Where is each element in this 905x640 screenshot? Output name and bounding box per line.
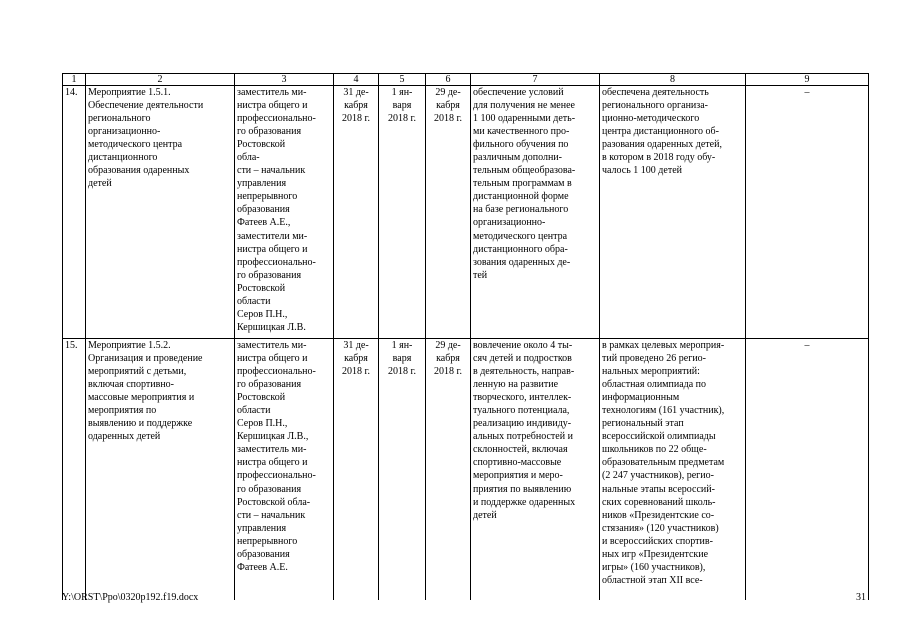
- text-line: методического центра: [473, 230, 568, 242]
- text-line: творческого, интеллек-: [473, 392, 572, 404]
- col-header: 3: [235, 74, 334, 86]
- text-line: выявлению и поддержке: [88, 418, 193, 430]
- text-line: Фатеев А.Е.: [237, 561, 288, 573]
- text-line: нистра общего и: [237, 457, 308, 469]
- text-line: игры» (160 участников),: [602, 561, 706, 573]
- table-row: [63, 339, 869, 601]
- cell-responsible: [235, 86, 334, 339]
- text-line: спортивно-массовые: [473, 457, 562, 469]
- text-line: заместитель ми-: [237, 340, 307, 351]
- text-line: и всероссийских спортив-: [602, 535, 713, 547]
- text-line: варя: [392, 353, 412, 365]
- page-number: 31: [856, 592, 866, 603]
- text-line: го образования: [237, 379, 302, 391]
- text-line: туального потенциала,: [473, 405, 570, 417]
- cell-expected-result: [471, 86, 600, 339]
- text-line: Ростовской: [237, 282, 286, 294]
- text-line: образования: [237, 204, 290, 216]
- text-line: Серов П.Н.,: [237, 308, 288, 320]
- text-line: в рамках целевых мероприя-: [602, 340, 725, 351]
- cell-actual-result: [600, 339, 746, 601]
- text-line: заместитель ми-: [237, 444, 307, 456]
- col-header: 8: [600, 74, 746, 86]
- text-line: для получения не менее: [473, 100, 575, 112]
- text-line: ников «Президентские со-: [602, 509, 715, 521]
- cell-start-actual: [379, 86, 426, 339]
- text-line: регионального организа-: [602, 100, 708, 112]
- text-line: детей: [88, 178, 112, 190]
- text-line: регионального: [88, 113, 151, 125]
- text-line: реализацию индивиду-: [473, 418, 572, 430]
- cell-problems: –: [746, 339, 869, 601]
- cell-number: 14.: [63, 86, 86, 339]
- text-line: профессионально-: [237, 470, 316, 482]
- text-line: в котором в 2018 году обу-: [602, 152, 716, 164]
- text-line: нистра общего и: [237, 243, 308, 255]
- text-line: Обеспечение деятельности: [88, 100, 204, 112]
- text-line: Мероприятие 1.5.1.: [88, 87, 171, 98]
- text-line: Мероприятие 1.5.2.: [88, 340, 171, 351]
- text-line: образования одаренных: [88, 165, 190, 177]
- cell-actual-result: [600, 86, 746, 339]
- text-line: тельным программам в: [473, 178, 572, 190]
- text-line: го образования: [237, 483, 302, 495]
- text-line: организационно-: [473, 217, 546, 229]
- text-line: сти – начальник: [237, 165, 306, 177]
- text-line: кабря: [344, 100, 368, 112]
- text-line: областная олимпиада по: [602, 379, 707, 391]
- text-line: образования: [237, 548, 290, 560]
- text-line: вовлечение около 4 ты-: [473, 340, 573, 351]
- text-line: разования одаренных детей,: [602, 139, 722, 151]
- text-line: 31 де-: [343, 87, 369, 98]
- col-header: 4: [334, 74, 379, 86]
- text-line: методического центра: [88, 139, 183, 151]
- text-line: фильного обучения по: [473, 139, 569, 151]
- text-line: массовые мероприятия и: [88, 392, 195, 404]
- text-line: Фатеев А.Е.,: [237, 217, 291, 229]
- text-line: включая спортивно-: [88, 379, 175, 391]
- cell-start-planned: [334, 86, 379, 339]
- text-line: Ростовской обла-: [237, 496, 311, 508]
- text-line: нистра общего и: [237, 353, 308, 365]
- text-line: области: [237, 405, 271, 417]
- col-header: 2: [86, 74, 235, 86]
- text-line: информационным: [602, 392, 680, 404]
- col-header: 7: [471, 74, 600, 86]
- text-line: сяч детей и подростков: [473, 353, 572, 365]
- cell-start-actual: [379, 339, 426, 601]
- text-line: Серов П.Н.,: [237, 418, 288, 430]
- text-line: 31 де-: [343, 340, 369, 351]
- text-line: 2018 г.: [434, 366, 462, 378]
- cell-event: [86, 86, 235, 339]
- text-line: варя: [392, 100, 412, 112]
- text-line: Ростовской: [237, 139, 286, 151]
- cell-problems: –: [746, 86, 869, 339]
- text-line: кабря: [436, 100, 460, 112]
- text-line: непрерывного: [237, 535, 298, 547]
- text-line: образовательным предметам: [602, 457, 725, 469]
- text-line: тельным общеобразова-: [473, 165, 576, 177]
- cell-event: [86, 339, 235, 601]
- cell-end-actual: [426, 86, 471, 339]
- text-line: (2 247 участников), регио-: [602, 470, 714, 482]
- text-line: тей: [473, 269, 488, 281]
- text-line: заместители ми-: [237, 230, 308, 242]
- col-header: 5: [379, 74, 426, 86]
- text-line: управления: [237, 178, 287, 190]
- text-line: го образования: [237, 126, 302, 138]
- text-line: 2018 г.: [388, 366, 416, 378]
- text-line: мероприятия и меро-: [473, 470, 563, 482]
- text-line: ми качественного про-: [473, 126, 570, 138]
- text-line: мероприятий с детьми,: [88, 366, 187, 378]
- text-line: кабря: [436, 353, 460, 365]
- text-line: дистанционного: [88, 152, 158, 164]
- text-line: и поддержке одаренных: [473, 496, 576, 508]
- text-line: непрерывного: [237, 191, 298, 203]
- cell-responsible: [235, 339, 334, 601]
- text-line: 2018 г.: [342, 113, 370, 125]
- text-line: 2018 г.: [388, 113, 416, 125]
- text-line: школьников по 22 обще-: [602, 444, 707, 456]
- text-line: ционно-методического: [602, 113, 700, 125]
- text-line: центра дистанционного об-: [602, 126, 719, 138]
- text-line: обла-: [237, 152, 260, 164]
- file-path-footer: Y:\ORST\Ppo\0320p192.f19.docx: [62, 592, 199, 603]
- text-line: мероприятия по: [88, 405, 157, 417]
- text-line: стязания» (120 участников): [602, 522, 719, 534]
- text-line: Ростовской: [237, 392, 286, 404]
- text-line: альных потребностей и: [473, 431, 573, 443]
- text-line: го образования: [237, 269, 302, 281]
- text-line: 1 100 одаренными деть-: [473, 113, 576, 125]
- text-line: Организация и проведение: [88, 353, 203, 365]
- text-line: на базе регионального: [473, 204, 569, 216]
- text-line: организационно-: [88, 126, 161, 138]
- text-line: различным дополни-: [473, 152, 562, 164]
- text-line: детей: [473, 509, 497, 521]
- text-line: технологиям (161 участник),: [602, 405, 725, 417]
- text-line: профессионально-: [237, 113, 316, 125]
- text-line: ленную на развитие: [473, 379, 559, 391]
- text-line: нальных мероприятий:: [602, 366, 700, 378]
- text-line: заместитель ми-: [237, 87, 307, 98]
- table-row: [63, 86, 869, 339]
- cell-number: 15.: [63, 339, 86, 601]
- report-table: [62, 73, 869, 600]
- text-line: обеспечена деятельность: [602, 87, 709, 98]
- text-line: одаренных детей: [88, 431, 161, 443]
- col-header: 1: [63, 74, 86, 86]
- text-line: нальные этапы всероссий-: [602, 483, 715, 495]
- text-line: 29 де-: [435, 340, 461, 351]
- text-line: зования одаренных де-: [473, 256, 571, 268]
- text-line: областной этап XII все-: [602, 574, 703, 586]
- text-line: ских соревнований школь-: [602, 496, 716, 508]
- text-line: Кершицкая Л.В.,: [237, 431, 309, 443]
- text-line: управления: [237, 522, 287, 534]
- table-header-row: [63, 74, 869, 86]
- text-line: обеспечение условий: [473, 87, 564, 98]
- text-line: в деятельность, направ-: [473, 366, 575, 378]
- col-header: 6: [426, 74, 471, 86]
- col-header: 9: [746, 74, 869, 86]
- text-line: дистанционного обра-: [473, 243, 568, 255]
- text-line: профессионально-: [237, 256, 316, 268]
- text-line: области: [237, 295, 271, 307]
- cell-expected-result: [471, 339, 600, 601]
- text-line: нистра общего и: [237, 100, 308, 112]
- text-line: Кершицкая Л.В.: [237, 321, 306, 333]
- cell-start-planned: [334, 339, 379, 601]
- text-line: 1 ян-: [391, 87, 413, 98]
- text-line: чалось 1 100 детей: [602, 165, 682, 177]
- text-line: ных игр «Президентские: [602, 548, 709, 560]
- text-line: 1 ян-: [391, 340, 413, 351]
- text-line: всероссийской олимпиады: [602, 431, 716, 443]
- text-line: 2018 г.: [434, 113, 462, 125]
- text-line: региональный этап: [602, 418, 684, 430]
- text-line: 2018 г.: [342, 366, 370, 378]
- text-line: 29 де-: [435, 87, 461, 98]
- cell-end-actual: [426, 339, 471, 601]
- text-line: приятия по выявлению: [473, 483, 572, 495]
- text-line: дистанционной форме: [473, 191, 569, 203]
- text-line: профессионально-: [237, 366, 316, 378]
- text-line: тий проведено 26 регио-: [602, 353, 706, 365]
- text-line: сти – начальник: [237, 509, 306, 521]
- text-line: склонностей, включая: [473, 444, 568, 456]
- text-line: кабря: [344, 353, 368, 365]
